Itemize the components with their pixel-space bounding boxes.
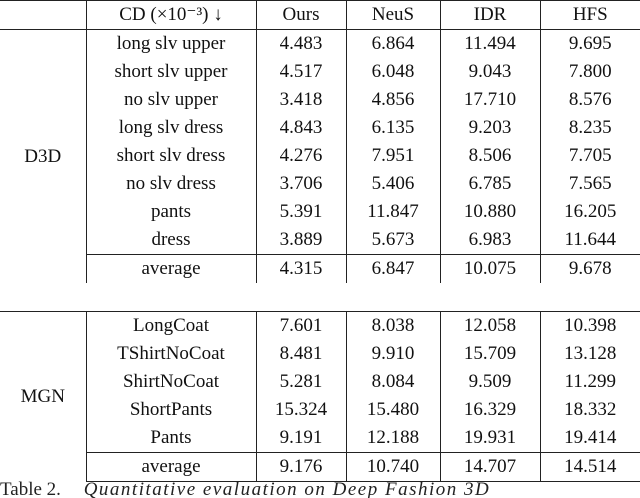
cell-idr: 9.203 <box>440 114 540 142</box>
cell-neus: 6.048 <box>346 58 440 86</box>
row-label: short slv upper <box>86 58 256 86</box>
row-label: no slv upper <box>86 86 256 114</box>
table-caption <box>0 478 640 498</box>
row-label: TShirtNoCoat <box>86 340 256 368</box>
cell-ours: 9.176 <box>256 453 346 482</box>
cell-ours: 3.889 <box>256 226 346 255</box>
table-row <box>0 340 640 368</box>
cell-idr: 15.709 <box>440 340 540 368</box>
table-row <box>0 368 640 396</box>
row-label: dress <box>86 226 256 255</box>
group-separator <box>0 283 640 312</box>
header-idr: IDR <box>440 1 540 30</box>
cell-neus: 6.847 <box>346 255 440 284</box>
cell-hfs: 7.800 <box>568 61 612 82</box>
header-hfs: HFS <box>540 1 640 30</box>
group-label: MGN <box>0 312 86 482</box>
table-row <box>0 114 640 142</box>
caption-text: Quantitative evaluation on Deep Fashion 3D <box>83 479 491 498</box>
table-body <box>0 30 640 482</box>
cell-ours: 4.315 <box>256 255 346 284</box>
cell-neus: 10.740 <box>346 453 440 482</box>
cell-neus: 4.856 <box>346 86 440 114</box>
separator-cell <box>0 283 640 312</box>
cell-neus: 5.406 <box>346 170 440 198</box>
cell-hfs: 7.705 <box>568 145 612 166</box>
cell-hfs: 9.678 <box>540 255 640 284</box>
cell-ours: 4.276 <box>256 142 346 170</box>
table-row <box>0 58 640 86</box>
cell-ours: 4.483 <box>256 30 346 59</box>
row-label: ShortPants <box>86 396 256 424</box>
cell-neus: 7.951 <box>346 142 440 170</box>
cell-idr: 16.329 <box>440 396 540 424</box>
cell-neus: 8.084 <box>346 368 440 396</box>
row-label: Pants <box>86 424 256 453</box>
cell-neus: 15.480 <box>346 396 440 424</box>
cell-ours: 4.517 <box>256 58 346 86</box>
cell-hfs: 8.235 <box>568 117 612 138</box>
row-label: average <box>86 453 256 482</box>
caption-label: Table 2. <box>0 479 61 498</box>
cell-neus: 5.673 <box>346 226 440 255</box>
table-row <box>0 424 640 453</box>
cell-idr: 19.931 <box>440 424 540 453</box>
table-row <box>0 142 640 170</box>
cell-hfs: 9.695 <box>568 33 612 54</box>
cell-hfs: 7.565 <box>568 173 612 194</box>
average-row <box>0 255 640 284</box>
cell-idr: 17.710 <box>440 86 540 114</box>
cell-idr: 11.494 <box>440 30 540 59</box>
row-label: average <box>86 255 256 284</box>
cell-hfs: 11.299 <box>564 371 617 392</box>
cell-ours: 15.324 <box>256 396 346 424</box>
cell-ours: 8.481 <box>256 340 346 368</box>
cell-neus: 9.910 <box>346 340 440 368</box>
cell-hfs: 19.414 <box>564 427 617 448</box>
header-metric: CD (×10⁻³) ↓ <box>86 1 256 30</box>
cell-ours: 4.843 <box>256 114 346 142</box>
table-row <box>0 198 640 226</box>
cell-ours: 5.391 <box>256 198 346 226</box>
table-row <box>0 312 640 341</box>
cell-idr: 9.509 <box>440 368 540 396</box>
row-label: pants <box>86 198 256 226</box>
cell-idr: 14.707 <box>440 453 540 482</box>
cell-hfs: 18.332 <box>564 399 617 420</box>
cell-idr: 6.983 <box>440 226 540 255</box>
cell-neus: 12.188 <box>346 424 440 453</box>
cell-hfs: 16.205 <box>564 201 617 222</box>
row-label: long slv dress <box>86 114 256 142</box>
header-corner <box>0 1 86 30</box>
table-row <box>0 30 640 59</box>
row-label: LongCoat <box>86 312 256 341</box>
cell-idr: 6.785 <box>440 170 540 198</box>
cell-ours: 3.418 <box>256 86 346 114</box>
table-row <box>0 86 640 114</box>
cell-idr: 10.075 <box>440 255 540 284</box>
header-ours: Ours <box>256 1 346 30</box>
cell-hfs: 10.398 <box>564 315 617 336</box>
row-label: short slv dress <box>86 142 256 170</box>
cell-neus: 6.864 <box>346 30 440 59</box>
group-label: D3D <box>0 30 86 284</box>
cell-idr: 8.506 <box>440 142 540 170</box>
cell-neus: 6.135 <box>346 114 440 142</box>
cell-hfs: 11.644 <box>564 229 617 250</box>
row-label: ShirtNoCoat <box>86 368 256 396</box>
row-label: no slv dress <box>86 170 256 198</box>
cell-idr: 12.058 <box>440 312 540 341</box>
table-row <box>0 396 640 424</box>
cell-ours: 7.601 <box>256 312 346 341</box>
cell-ours: 3.706 <box>256 170 346 198</box>
cell-ours: 5.281 <box>256 368 346 396</box>
row-label: long slv upper <box>86 30 256 59</box>
cell-hfs: 13.128 <box>564 343 617 364</box>
cell-idr: 9.043 <box>440 58 540 86</box>
cell-ours: 9.191 <box>256 424 346 453</box>
header-row <box>0 1 640 30</box>
cell-hfs: 14.514 <box>540 453 640 482</box>
header-neus: NeuS <box>346 1 440 30</box>
table-row <box>0 170 640 198</box>
cell-hfs: 8.576 <box>568 89 612 110</box>
table-row <box>0 226 640 255</box>
cell-neus: 8.038 <box>346 312 440 341</box>
cell-neus: 11.847 <box>346 198 440 226</box>
cell-idr: 10.880 <box>440 198 540 226</box>
